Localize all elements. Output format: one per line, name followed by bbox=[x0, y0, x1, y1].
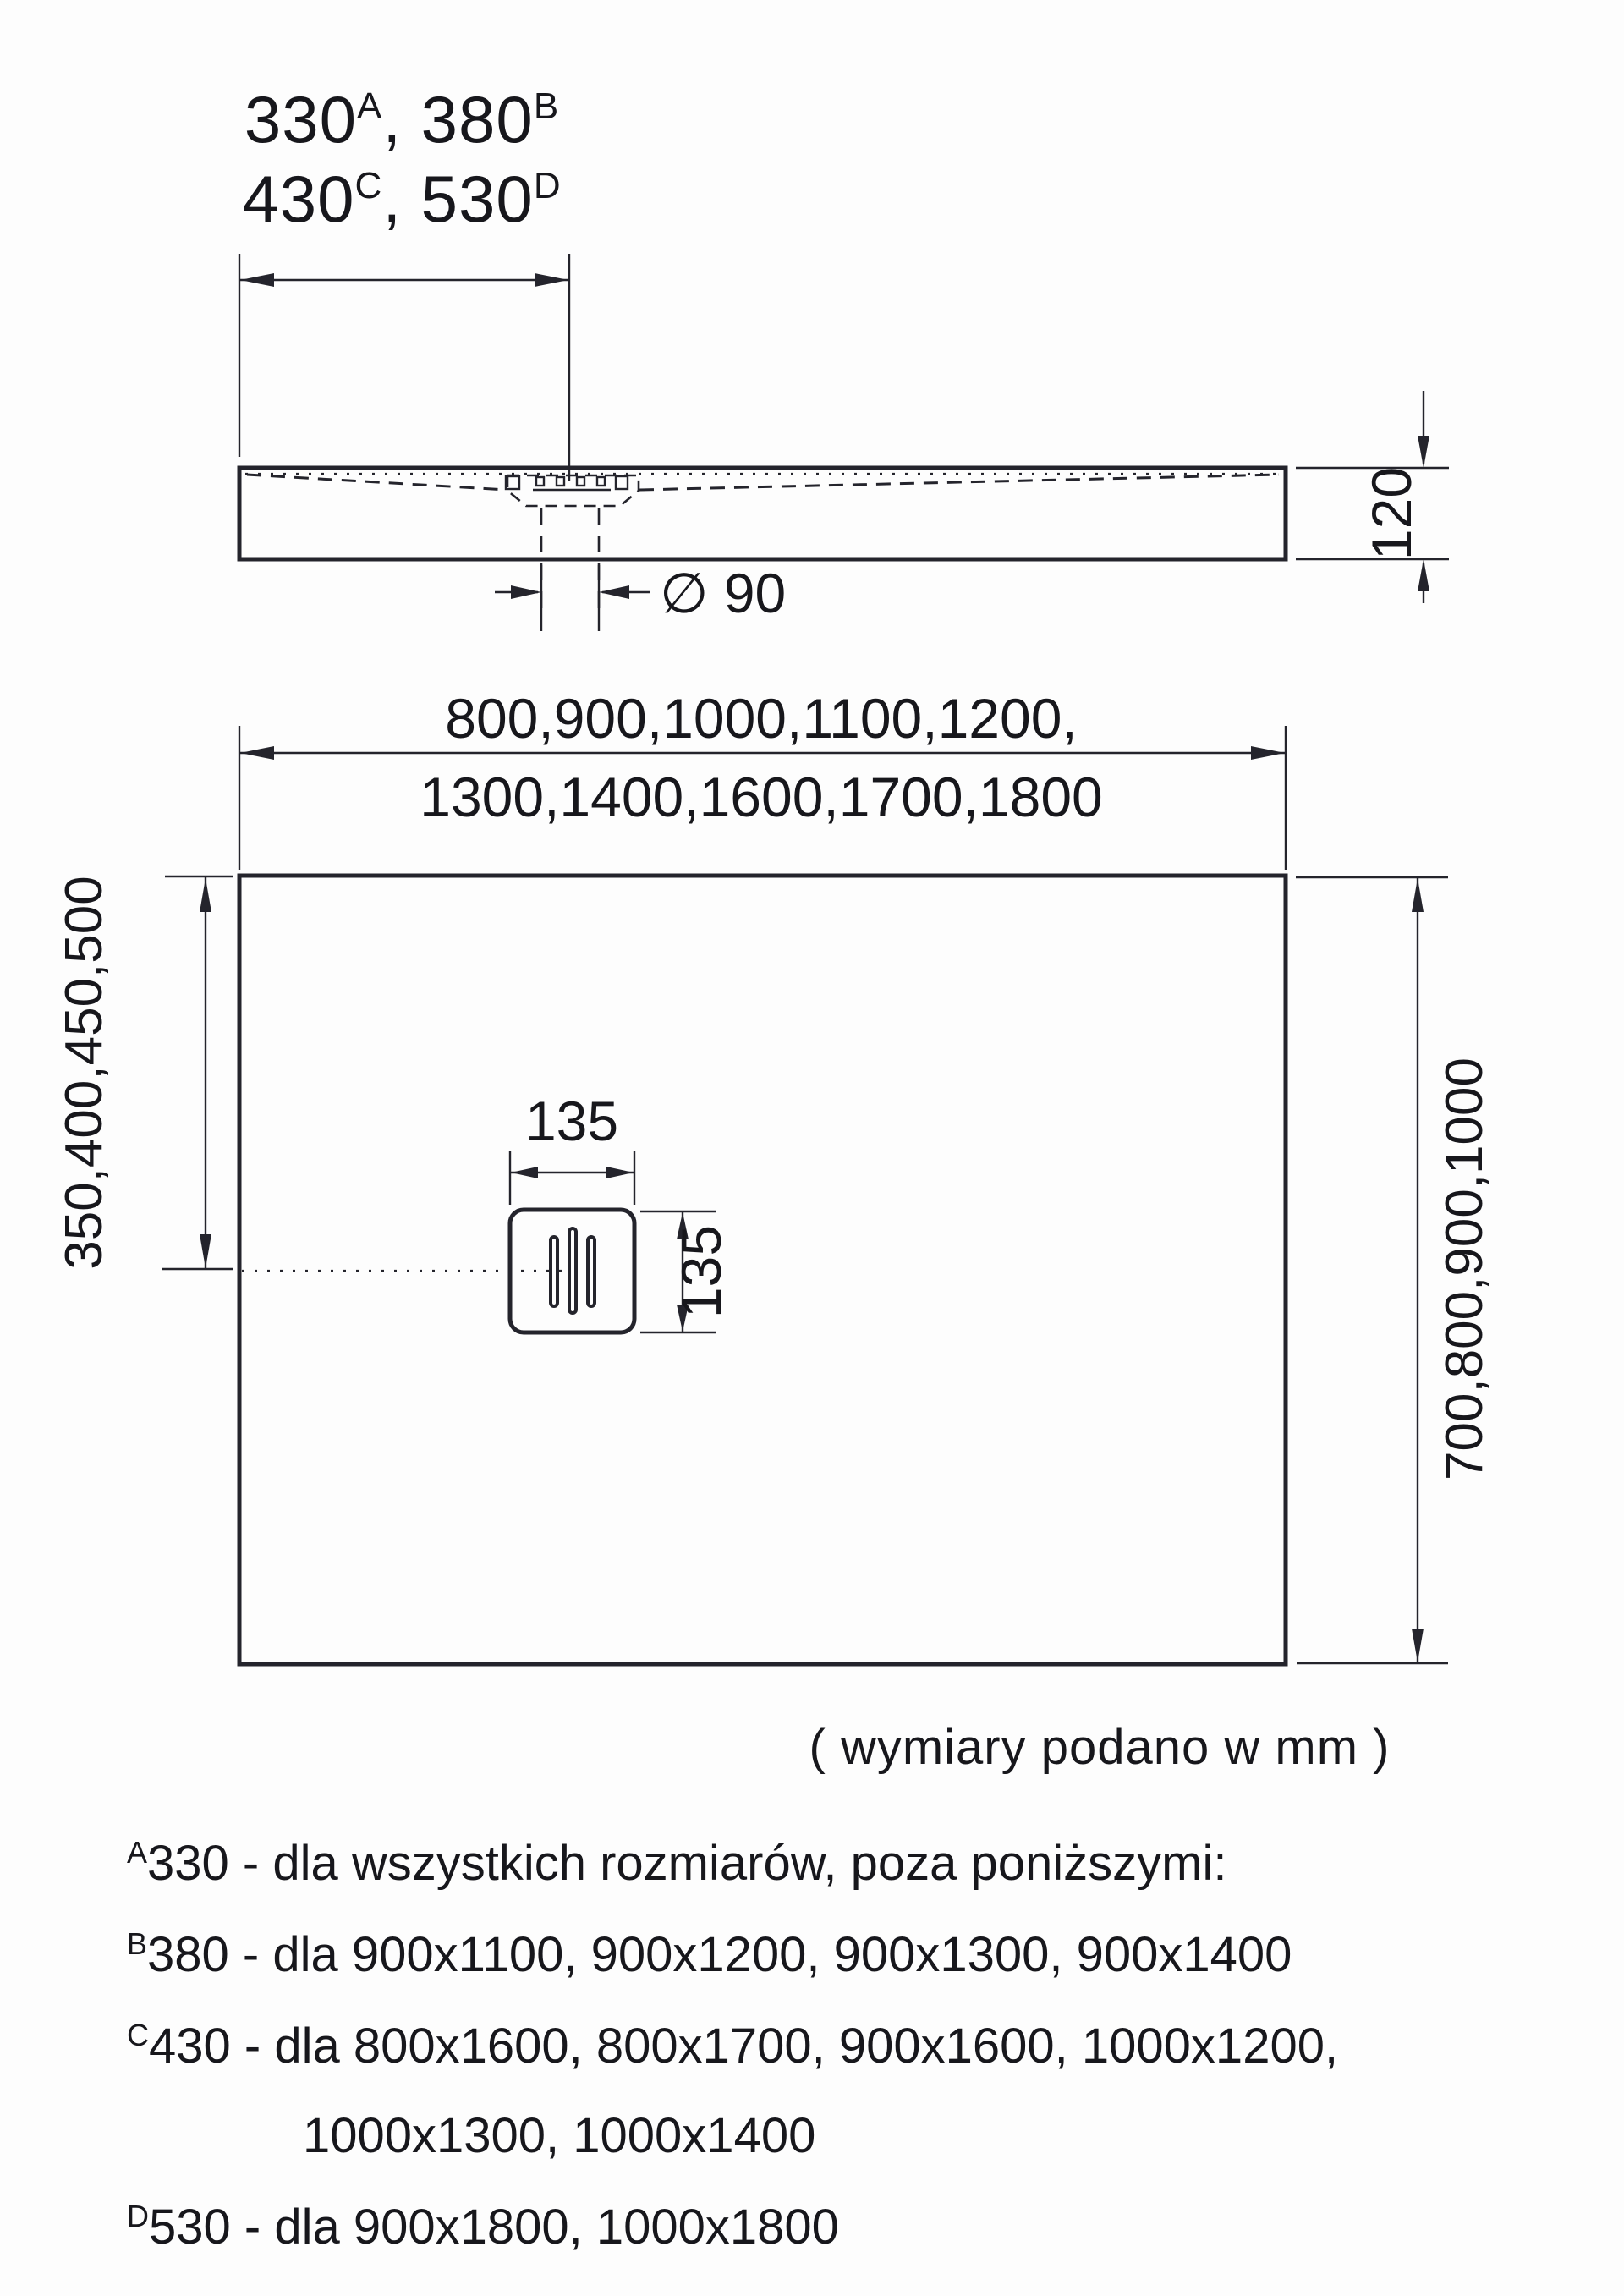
arrowhead-right bbox=[1251, 746, 1285, 760]
arrowhead-left bbox=[240, 273, 274, 287]
footnotes bbox=[127, 1835, 1338, 2255]
tray-width-values-line1: 800,900,1000,1100,1200, bbox=[445, 687, 1078, 750]
arrowhead-up bbox=[1412, 878, 1424, 912]
drain-offset-plan-dimension bbox=[55, 876, 233, 1269]
arrowhead-left bbox=[511, 1167, 538, 1178]
drain-offset-dimension-lines bbox=[239, 254, 569, 481]
units-note: ( wymiary podano w mm ) bbox=[809, 1720, 1391, 1775]
tray-width-values-line2: 1300,1400,1600,1700,1800 bbox=[420, 766, 1103, 828]
footnote-a: $^A$330 - dla wszystkich rozmiarów, poza poniższymi: bbox=[127, 1835, 1227, 1891]
arrowhead-right bbox=[606, 1167, 634, 1178]
tray-height-label: 120 bbox=[1360, 466, 1423, 561]
footnote-d: $^D$530 - dla 900x1800, 1000x1800 bbox=[127, 2199, 839, 2255]
drain-height-label: 135 bbox=[670, 1224, 732, 1319]
side-view bbox=[239, 82, 1449, 631]
arrowhead-down bbox=[1418, 436, 1429, 468]
arrowhead-down bbox=[200, 1234, 211, 1268]
footnote-c-continued: 1000x1300, 1000x1400 bbox=[303, 2108, 816, 2163]
footnote-c: $^C$430 - dla 800x1600, 800x1700, 900x1600, 1000x1200, bbox=[127, 2018, 1339, 2074]
arrowhead-left bbox=[599, 585, 629, 599]
drain-width-dimension bbox=[510, 1090, 634, 1205]
tray-height-dimension bbox=[1296, 391, 1449, 603]
drain-grate-marks bbox=[506, 476, 628, 489]
arrowhead-right bbox=[511, 585, 541, 599]
drain-diameter-label: ∅ 90 bbox=[660, 562, 787, 624]
footnote-b: $^B$380 - dla 900x1100, 900x1200, 900x1300, 900x1400 bbox=[127, 1926, 1292, 1982]
plan-view bbox=[55, 687, 1494, 1775]
drain-offset-dimension-label-line2: $430^C$, $530^D$ bbox=[242, 162, 562, 236]
drain-diameter-dimension bbox=[495, 562, 786, 631]
arrowhead-right bbox=[535, 273, 568, 287]
drain-slot-middle bbox=[569, 1228, 576, 1313]
drain-cover bbox=[510, 1210, 634, 1332]
tray-side-outline bbox=[239, 468, 1286, 559]
drain-width-label: 135 bbox=[524, 1090, 619, 1152]
arrowhead-down bbox=[1412, 1629, 1424, 1662]
tray-depth-values: 700,800,900,1000 bbox=[1435, 1057, 1494, 1480]
arrowhead-up bbox=[1418, 559, 1429, 591]
arrowhead-left bbox=[240, 746, 274, 760]
drain-height-dimension bbox=[640, 1211, 732, 1332]
tray-surface-slope-dashed bbox=[245, 474, 1280, 490]
drain-slot-left bbox=[551, 1237, 557, 1306]
drain-offset-values: 350,400,450,500 bbox=[55, 876, 113, 1270]
drain-slot-right bbox=[588, 1237, 595, 1306]
arrowhead-up bbox=[200, 878, 211, 912]
drain-offset-dimension-label-line1: $330^A$, $380^B$ bbox=[244, 82, 560, 157]
tray-depth-dimension bbox=[1296, 877, 1494, 1663]
